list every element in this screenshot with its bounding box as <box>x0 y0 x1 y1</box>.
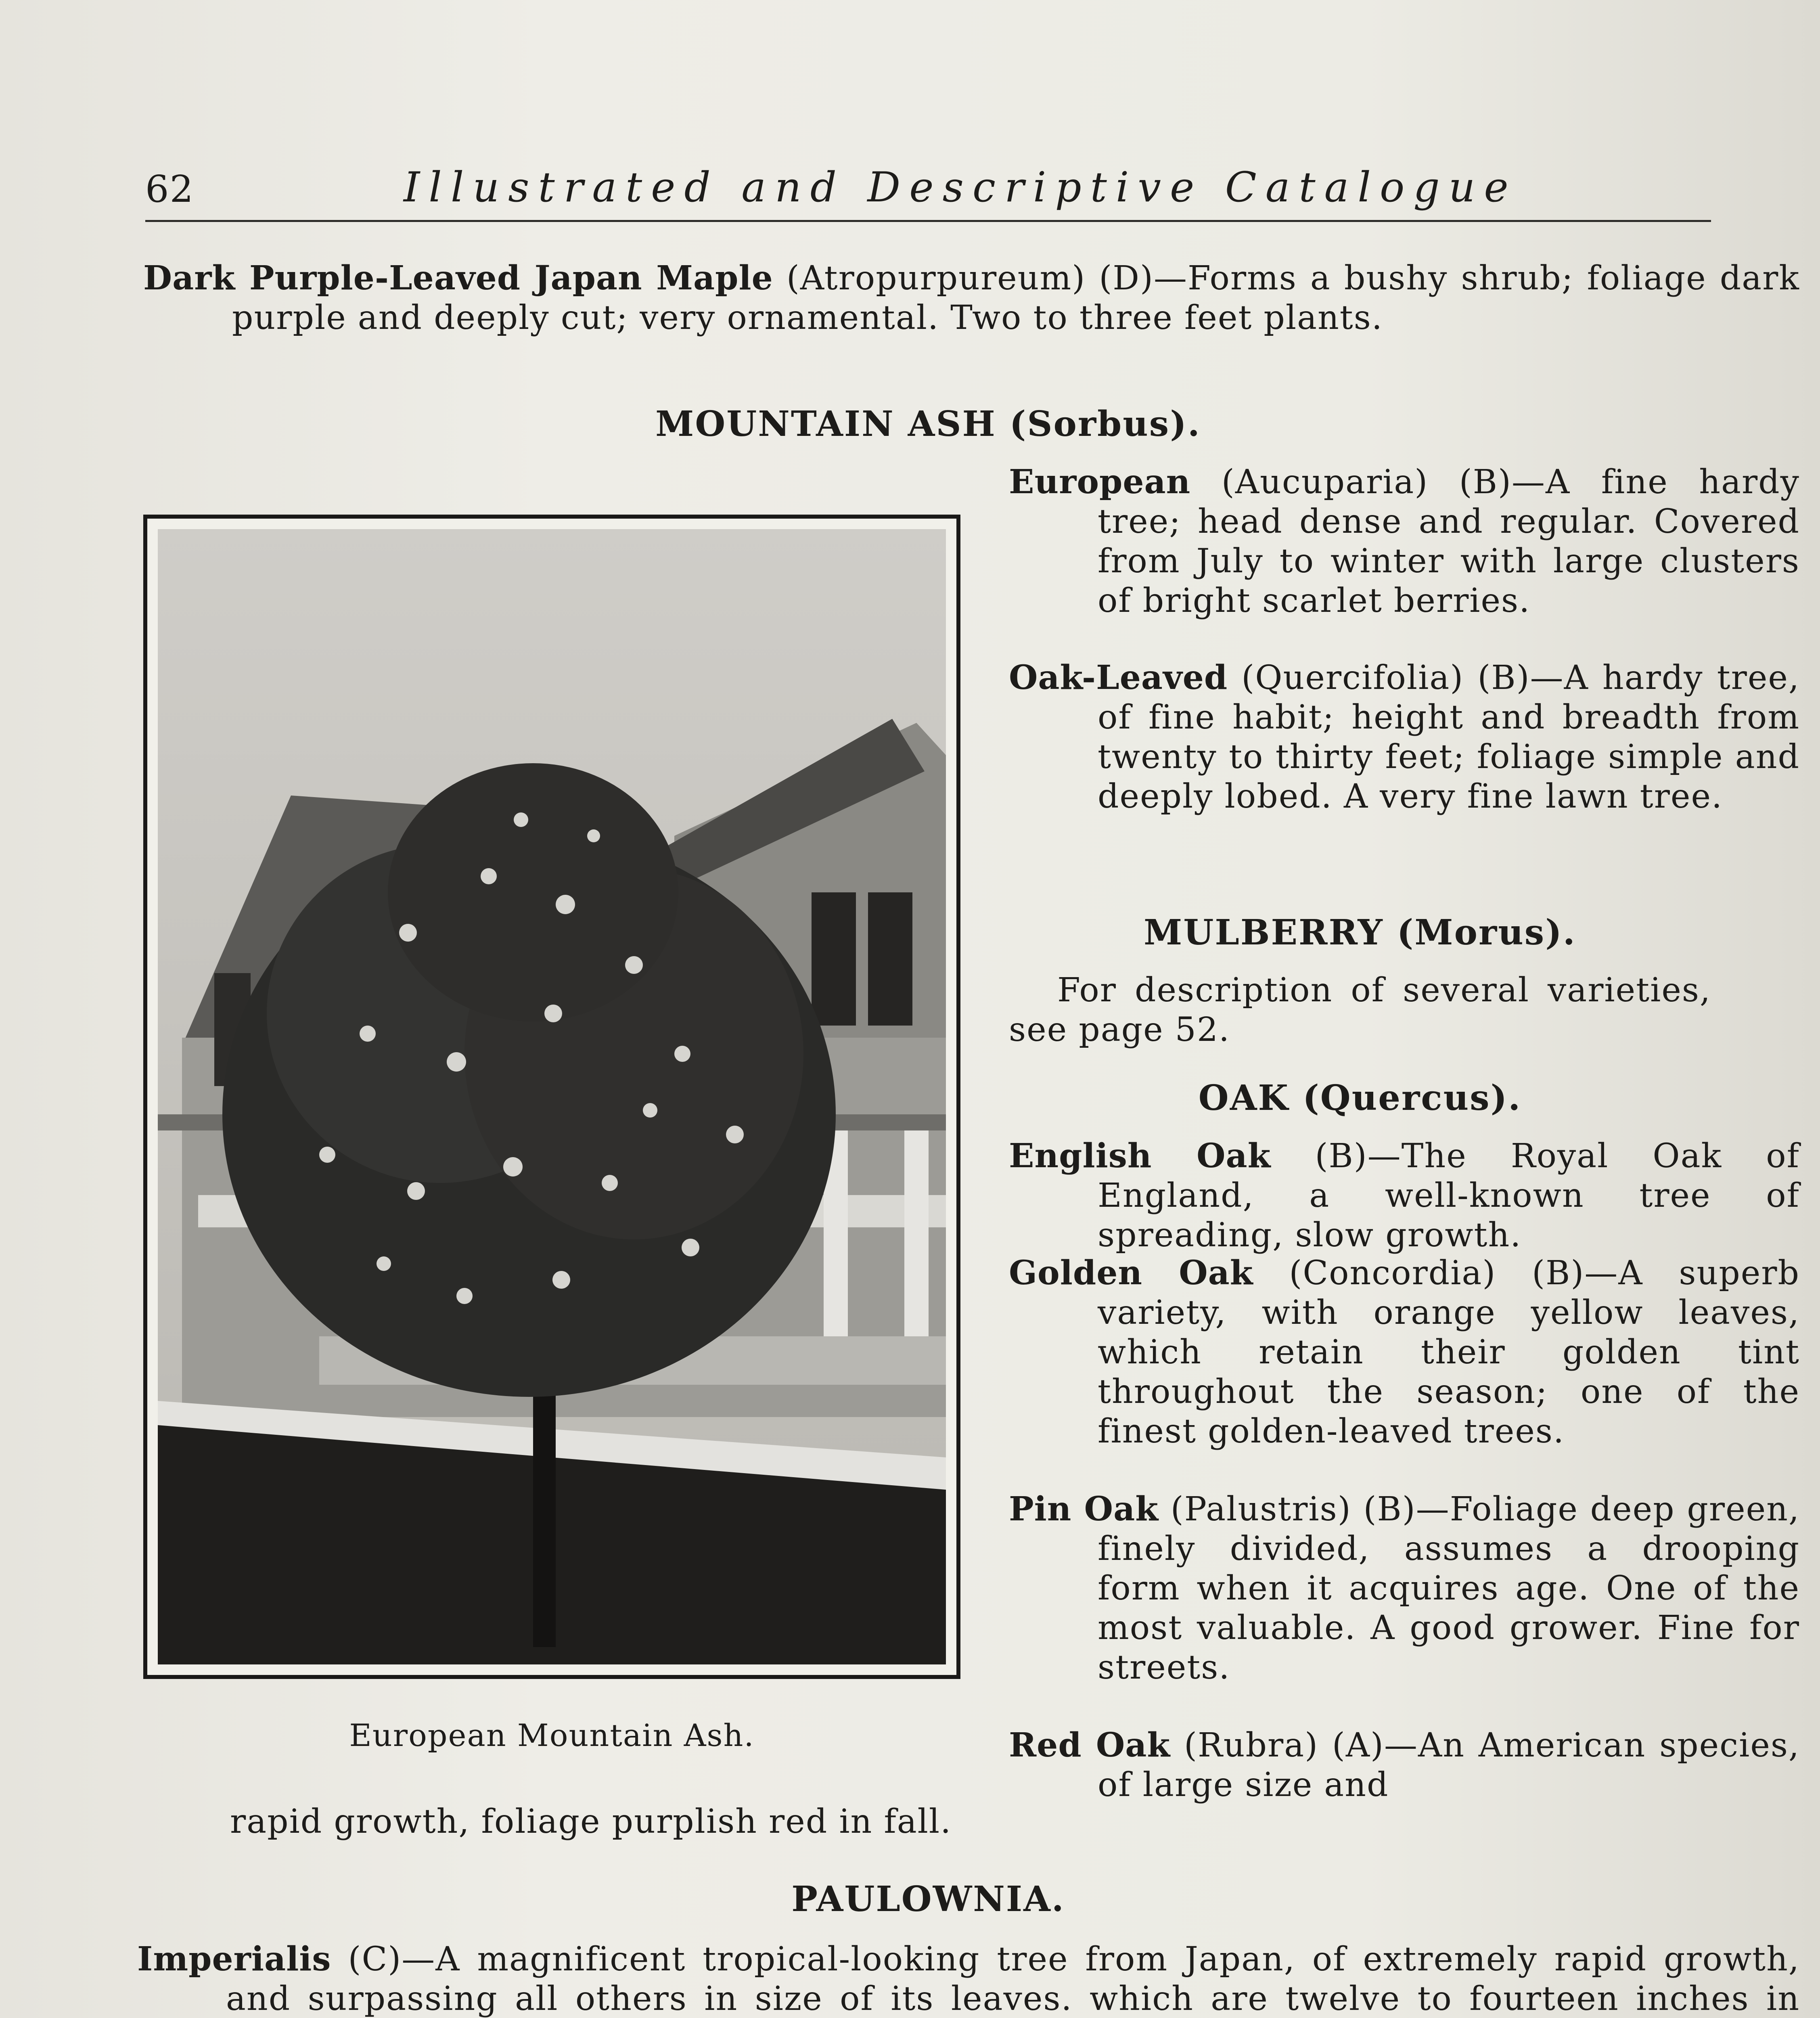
entry-pin-oak <box>1009 1489 1800 1687</box>
entry-name: Imperialis <box>137 1940 331 1978</box>
entry-mulberry-note <box>1009 971 1711 1050</box>
entry-text: (C)—A magnificent tropical-looking tree from Japan, of extremely rapid growth, and surpassing all others in size of its leaves. which are twelve to fourteen inches in <box>226 1940 1800 2018</box>
entry-japan-maple <box>143 258 1800 338</box>
section-heading-mountain-ash: MOUNTAIN ASH (Sorbus). <box>655 404 1201 444</box>
entry-paulownia-imperialis <box>137 1939 1800 2018</box>
entry-name: Pin Oak <box>1009 1490 1159 1528</box>
entry-name: Golden Oak <box>1009 1254 1253 1292</box>
mountain-ash-photo <box>143 515 960 1679</box>
entry-red-oak <box>1009 1725 1800 1805</box>
entry-name: Oak-Leaved <box>1009 658 1228 697</box>
running-title: Illustrated and Descriptive Catalogue <box>404 163 1517 211</box>
entry-text: (Rubra) (A)—An American species, of large size and <box>1098 1726 1800 1804</box>
entry-english-oak <box>1009 1136 1800 1255</box>
entry-text: (Aucuparia) (B)—A fine hardy tree; head dense and regular. Covered from July to winter with large clusters of bright scarlet berries. <box>1098 463 1800 620</box>
entry-name: European <box>1009 463 1191 501</box>
entry-name: English Oak <box>1009 1137 1271 1175</box>
entry-text: rapid growth, foliage purplish red in fall. <box>230 1802 952 1841</box>
photo-caption: European Mountain Ash. <box>349 1717 755 1753</box>
entry-european-mountain-ash <box>1009 462 1800 621</box>
entry-golden-oak <box>1009 1253 1800 1451</box>
entry-text: (B)—The Royal Oak of England, a well-known tree of spreading, slow growth. <box>1098 1137 1800 1254</box>
tree-photo-illustration <box>158 529 946 1664</box>
entry-text: (Concordia) (B)—A superb variety, with orange yellow leaves, which retain their golden tint throughout the season; one of the finest golden-leaved trees. <box>1098 1254 1800 1451</box>
page-header <box>145 159 1711 222</box>
entry-name: Dark Purple-Leaved Japan Maple <box>143 259 773 297</box>
page-number: 62 <box>145 167 195 211</box>
section-heading-paulownia: PAULOWNIA. <box>791 1879 1065 1920</box>
entry-oak-leaved-mountain-ash <box>1009 658 1800 816</box>
entry-red-oak-continued <box>230 1802 1711 1842</box>
entry-text: (Quercifolia) (B)—A hardy tree, of fine habit; height and breadth from twenty to thirty feet; foliage simple and deeply lobed. A very fine lawn tree. <box>1098 659 1800 816</box>
section-heading-oak: OAK (Quercus). <box>1198 1078 1522 1118</box>
entry-text: For description of several varieties, see page 52. <box>1009 971 1711 1049</box>
section-heading-mulberry: MULBERRY (Morus). <box>1144 912 1576 953</box>
entry-name: Red Oak <box>1009 1726 1171 1765</box>
entry-text: (Atropurpureum) (D)—Forms a bushy shrub; foliage dark purple and deeply cut; very ornamental. Two to three feet plants. <box>232 259 1800 337</box>
entry-text: (Palustris) (B)—Foliage deep green, finely divided, assumes a drooping form when it acquires age. One of the most valuable. A good grower. Fine for streets. <box>1098 1490 1800 1687</box>
